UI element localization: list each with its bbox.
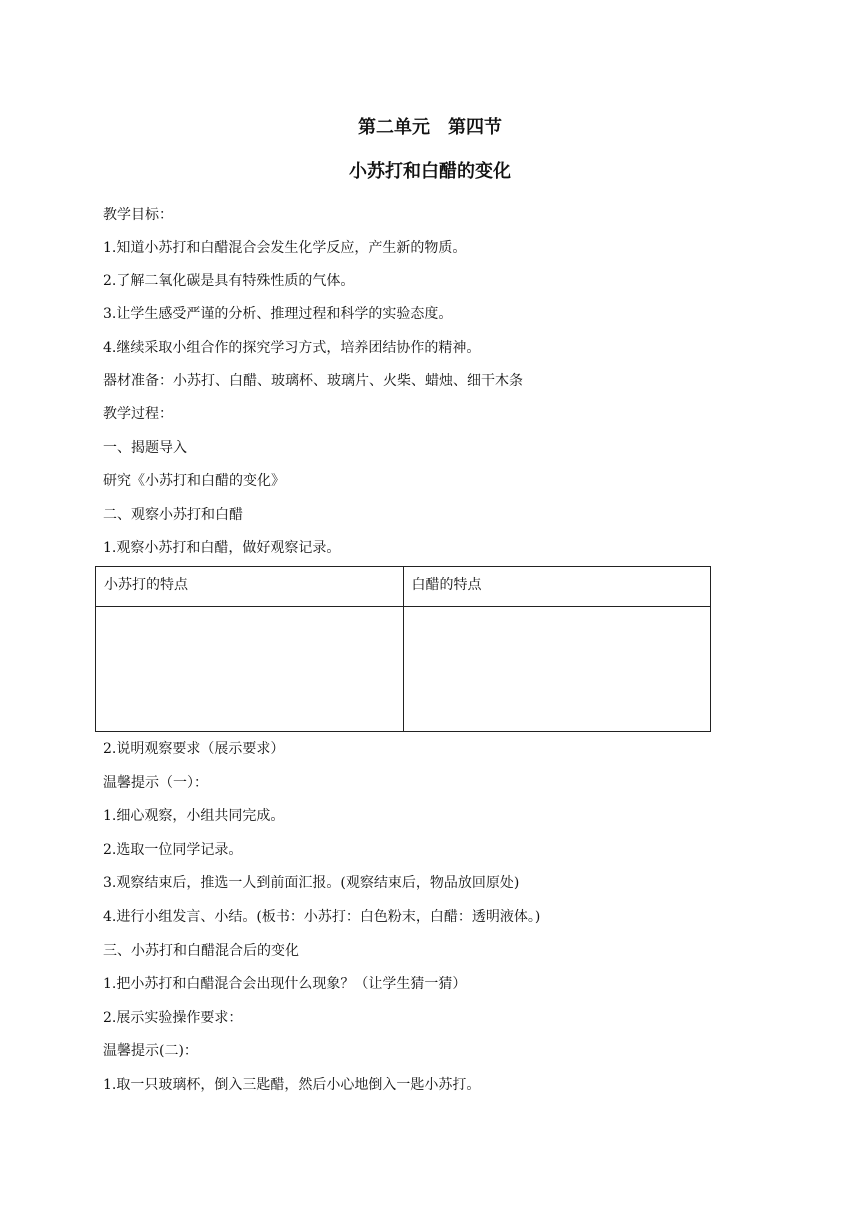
paragraph: 2.说明观察要求（展示要求）: [103, 741, 285, 757]
paragraph: 研究《小苏打和白醋的变化》: [103, 473, 285, 489]
unit-title: 第二单元 第四节: [358, 117, 502, 138]
objective-item: 3.让学生感受严谨的分析、推理过程和科学的实验态度。: [103, 306, 453, 322]
table-cell: [96, 607, 404, 732]
tip-item: 2.选取一位同学记录。: [103, 842, 243, 858]
paragraph: 1.把小苏打和白醋混合会出现什么现象？（让学生猜一猜）: [103, 976, 467, 992]
table-header-cell: 白醋的特点: [403, 567, 711, 607]
objective-item: 2.了解二氧化碳是具有特殊性质的气体。: [103, 273, 355, 289]
objective-item: 4.继续采取小组合作的探究学习方式，培养团结协作的精神。: [103, 340, 481, 356]
step-heading: 二、观察小苏打和白醋: [103, 507, 243, 523]
table-header-cell: 小苏打的特点: [96, 567, 404, 607]
section-heading-process: 教学过程：: [103, 406, 173, 422]
table-cell: [403, 607, 711, 732]
tip-item: 1.取一只玻璃杯，倒入三匙醋，然后小心地倒入一匙小苏打。: [103, 1077, 481, 1093]
objective-item: 1.知道小苏打和白醋混合会发生化学反应，产生新的物质。: [103, 240, 467, 256]
step-heading: 三、小苏打和白醋混合后的变化: [103, 943, 299, 959]
tip-item: 1.细心观察，小组共同完成。: [103, 808, 285, 824]
paragraph: 2.展示实验操作要求：: [103, 1010, 243, 1026]
step-heading: 一、揭题导入: [103, 440, 187, 456]
tip-item: 4.进行小组发言、小结。(板书：小苏打：白色粉末，白醋：透明液体。): [103, 909, 541, 925]
materials-line: 器材准备：小苏打、白醋、玻璃杯、玻璃片、火柴、蜡烛、细干木条: [103, 373, 523, 389]
section-heading-objectives: 教学目标：: [103, 207, 173, 223]
tip-heading: 温馨提示（一）：: [103, 775, 208, 791]
table-header-row: [96, 567, 711, 607]
observation-table: [95, 566, 711, 732]
tip-heading: 温馨提示(二)：: [103, 1043, 198, 1059]
tip-item: 3.观察结束后，推选一人到前面汇报。(观察结束后，物品放回原处): [103, 875, 520, 891]
paragraph: 1.观察小苏打和白醋，做好观察记录。: [103, 540, 341, 556]
lesson-title: 小苏打和白醋的变化: [349, 161, 511, 182]
table-row: [96, 607, 711, 732]
